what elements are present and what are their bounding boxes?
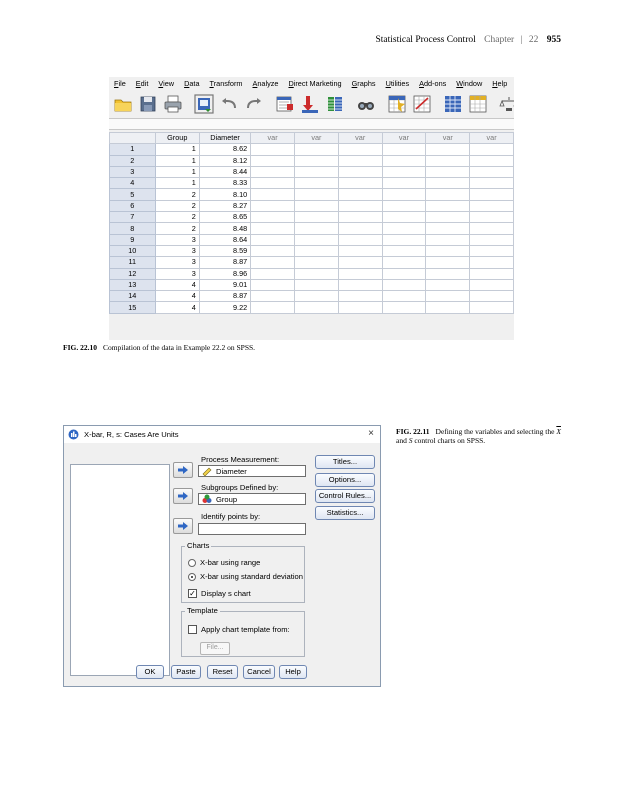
empty-cell[interactable] bbox=[294, 234, 338, 245]
row-number[interactable]: 10 bbox=[110, 245, 156, 256]
empty-cell[interactable] bbox=[382, 302, 426, 313]
empty-cell[interactable] bbox=[294, 200, 338, 211]
row-number[interactable]: 7 bbox=[110, 212, 156, 223]
diameter-cell[interactable]: 8.44 bbox=[199, 166, 250, 177]
empty-cell[interactable] bbox=[426, 189, 470, 200]
row-number[interactable]: 4 bbox=[110, 178, 156, 189]
group-cell[interactable]: 3 bbox=[155, 245, 199, 256]
empty-cell[interactable] bbox=[426, 279, 470, 290]
group-cell[interactable]: 2 bbox=[155, 200, 199, 211]
figure-label: FIG. 22.11 bbox=[396, 427, 430, 436]
table-row bbox=[110, 166, 514, 177]
table-row bbox=[110, 234, 514, 245]
empty-cell[interactable] bbox=[470, 166, 514, 177]
table-row bbox=[110, 144, 514, 155]
data-grid bbox=[109, 132, 514, 314]
row-number[interactable]: 9 bbox=[110, 234, 156, 245]
empty-cell[interactable] bbox=[470, 223, 514, 234]
empty-cell[interactable] bbox=[426, 257, 470, 268]
redo-icon[interactable] bbox=[244, 94, 264, 114]
empty-cell[interactable] bbox=[382, 234, 426, 245]
row-number[interactable]: 3 bbox=[110, 166, 156, 177]
table-row bbox=[110, 189, 514, 200]
row-number[interactable]: 12 bbox=[110, 268, 156, 279]
process-measurement-label: Process Measurement: bbox=[201, 455, 280, 464]
s-symbol: S bbox=[408, 436, 413, 445]
file-button[interactable]: File... bbox=[200, 642, 230, 655]
empty-cell[interactable] bbox=[426, 291, 470, 302]
subgroups-label: Subgroups Defined by: bbox=[201, 483, 279, 492]
diameter-cell[interactable]: 9.22 bbox=[199, 302, 250, 313]
empty-cell[interactable] bbox=[294, 257, 338, 268]
empty-cell[interactable] bbox=[382, 155, 426, 166]
insert-cases-icon[interactable] bbox=[387, 94, 407, 114]
move-to-identify-button[interactable] bbox=[173, 518, 193, 534]
figure-caption-text: Compilation of the data in Example 22.2 on SPSS. bbox=[102, 343, 256, 352]
empty-cell[interactable] bbox=[338, 291, 382, 302]
empty-cell[interactable] bbox=[338, 155, 382, 166]
empty-cell[interactable] bbox=[382, 189, 426, 200]
empty-cell[interactable] bbox=[338, 144, 382, 155]
empty-cell[interactable] bbox=[426, 302, 470, 313]
help-button[interactable]: Help bbox=[279, 665, 307, 679]
close-button[interactable]: × bbox=[368, 428, 374, 439]
goto-variable-icon[interactable] bbox=[300, 94, 320, 114]
table-row bbox=[110, 212, 514, 223]
diameter-cell[interactable]: 8.59 bbox=[199, 245, 250, 256]
empty-cell[interactable] bbox=[382, 144, 426, 155]
empty-cell[interactable] bbox=[470, 291, 514, 302]
process-measurement-value: Diameter bbox=[216, 466, 247, 476]
move-to-subgroups-button[interactable] bbox=[173, 488, 193, 504]
empty-cell[interactable] bbox=[338, 257, 382, 268]
row-number[interactable]: 15 bbox=[110, 302, 156, 313]
column-header-var[interactable]: var bbox=[382, 133, 426, 144]
xbar-std-label: X-bar using standard deviation bbox=[200, 572, 304, 581]
empty-cell[interactable] bbox=[294, 279, 338, 290]
toolbar bbox=[109, 90, 514, 117]
paste-button[interactable]: Paste bbox=[171, 665, 201, 679]
diameter-cell[interactable]: 8.96 bbox=[199, 268, 250, 279]
table-row bbox=[110, 291, 514, 302]
column-header-var[interactable]: var bbox=[251, 133, 295, 144]
empty-cell[interactable] bbox=[251, 212, 295, 223]
empty-cell[interactable] bbox=[470, 268, 514, 279]
diameter-cell[interactable]: 8.10 bbox=[199, 189, 250, 200]
empty-cell[interactable] bbox=[426, 144, 470, 155]
empty-cell[interactable] bbox=[382, 257, 426, 268]
empty-cell[interactable] bbox=[294, 268, 338, 279]
xbar-std-option[interactable] bbox=[188, 572, 303, 581]
empty-cell[interactable] bbox=[470, 144, 514, 155]
group-cell[interactable]: 4 bbox=[155, 302, 199, 313]
menu-edit[interactable]: Edit bbox=[135, 78, 149, 88]
empty-cell[interactable] bbox=[382, 200, 426, 211]
reset-button[interactable]: Reset bbox=[207, 665, 238, 679]
empty-cell[interactable] bbox=[251, 257, 295, 268]
statistics-button[interactable]: Statistics... bbox=[315, 506, 375, 520]
empty-cell[interactable] bbox=[251, 268, 295, 279]
empty-cell[interactable] bbox=[338, 178, 382, 189]
empty-cell[interactable] bbox=[338, 212, 382, 223]
save-icon[interactable] bbox=[138, 94, 158, 114]
empty-cell[interactable] bbox=[251, 189, 295, 200]
row-number[interactable]: 5 bbox=[110, 189, 156, 200]
empty-cell[interactable] bbox=[382, 178, 426, 189]
menu-window[interactable]: Window bbox=[456, 78, 483, 88]
empty-cell[interactable] bbox=[338, 200, 382, 211]
empty-cell[interactable] bbox=[251, 223, 295, 234]
identify-points-field[interactable] bbox=[198, 523, 306, 535]
empty-cell[interactable] bbox=[470, 279, 514, 290]
find-icon[interactable] bbox=[356, 94, 376, 114]
empty-cell[interactable] bbox=[251, 291, 295, 302]
radio-unselected[interactable] bbox=[188, 559, 196, 567]
cancel-button[interactable]: Cancel bbox=[243, 665, 275, 679]
empty-cell[interactable] bbox=[338, 166, 382, 177]
open-folder-icon[interactable] bbox=[113, 94, 133, 114]
scale-ruler-icon bbox=[202, 466, 212, 476]
empty-cell[interactable] bbox=[470, 178, 514, 189]
figure-caption-22-10 bbox=[63, 343, 255, 352]
empty-cell[interactable] bbox=[470, 234, 514, 245]
group-cell[interactable]: 4 bbox=[155, 279, 199, 290]
empty-cell[interactable] bbox=[294, 189, 338, 200]
empty-cell[interactable] bbox=[338, 279, 382, 290]
table-row bbox=[110, 178, 514, 189]
empty-cell[interactable] bbox=[338, 234, 382, 245]
page-header bbox=[375, 35, 561, 45]
menu-file[interactable]: File bbox=[114, 78, 126, 88]
menu-data[interactable]: Data bbox=[184, 78, 200, 88]
empty-cell[interactable] bbox=[251, 155, 295, 166]
group-cell[interactable]: 2 bbox=[155, 212, 199, 223]
group-cell[interactable]: 1 bbox=[155, 144, 199, 155]
column-header-var[interactable]: var bbox=[426, 133, 470, 144]
menu-analyze[interactable]: Analyze bbox=[252, 78, 279, 88]
menu-direct-marketing[interactable]: Direct Marketing bbox=[288, 78, 342, 88]
titles-button[interactable]: Titles... bbox=[315, 455, 375, 469]
goto-case-icon[interactable] bbox=[275, 94, 295, 114]
empty-cell[interactable] bbox=[382, 212, 426, 223]
table-row bbox=[110, 257, 514, 268]
empty-cell[interactable] bbox=[382, 268, 426, 279]
weight-cases-icon[interactable] bbox=[468, 94, 488, 114]
menu-graphs[interactable]: Graphs bbox=[351, 78, 376, 88]
display-s-chart-label: Display s chart bbox=[201, 589, 251, 598]
empty-cell[interactable] bbox=[338, 189, 382, 200]
menu-add-ons[interactable]: Add-ons bbox=[419, 78, 447, 88]
template-group-title: Template bbox=[187, 606, 218, 615]
empty-cell[interactable] bbox=[470, 200, 514, 211]
diameter-cell[interactable]: 8.62 bbox=[199, 144, 250, 155]
row-number[interactable]: 1 bbox=[110, 144, 156, 155]
empty-cell[interactable] bbox=[338, 223, 382, 234]
empty-cell[interactable] bbox=[251, 178, 295, 189]
dialog-title: X-bar, R, s: Cases Are Units bbox=[84, 430, 179, 439]
diameter-cell[interactable]: 8.48 bbox=[199, 223, 250, 234]
empty-cell[interactable] bbox=[294, 178, 338, 189]
diameter-cell[interactable]: 8.65 bbox=[199, 212, 250, 223]
checkbox-unchecked[interactable] bbox=[188, 625, 197, 634]
page-number: 955 bbox=[546, 35, 561, 45]
figure-caption-22-11 bbox=[396, 427, 566, 445]
move-to-process-button[interactable] bbox=[173, 462, 193, 478]
xbar-range-option[interactable] bbox=[188, 558, 260, 567]
group-cell[interactable]: 1 bbox=[155, 178, 199, 189]
column-header-var[interactable]: var bbox=[470, 133, 514, 144]
undo-icon[interactable] bbox=[219, 94, 239, 114]
running-title: Statistical Process Control bbox=[375, 35, 476, 45]
xbar-range-label: X-bar using range bbox=[200, 558, 261, 567]
template-groupbox bbox=[181, 606, 305, 657]
menu-transform[interactable]: Transform bbox=[209, 78, 243, 88]
empty-cell[interactable] bbox=[251, 234, 295, 245]
split-file-icon[interactable] bbox=[443, 94, 463, 114]
arrow-right-icon bbox=[178, 522, 188, 530]
display-s-chart-option[interactable] bbox=[188, 589, 251, 598]
menu-bar bbox=[109, 77, 514, 89]
empty-cell[interactable] bbox=[251, 200, 295, 211]
diameter-cell[interactable]: 8.27 bbox=[199, 200, 250, 211]
checkbox-checked[interactable]: ✓ bbox=[189, 589, 196, 598]
empty-cell[interactable] bbox=[294, 155, 338, 166]
column-header-var[interactable]: var bbox=[338, 133, 382, 144]
x-bar-symbol: $\overline{X}$ bbox=[556, 427, 561, 436]
charts-groupbox bbox=[181, 541, 305, 603]
diameter-cell[interactable]: 8.12 bbox=[199, 155, 250, 166]
group-cell[interactable]: 3 bbox=[155, 234, 199, 245]
empty-cell[interactable] bbox=[294, 302, 338, 313]
empty-cell[interactable] bbox=[294, 212, 338, 223]
diameter-cell[interactable]: 8.64 bbox=[199, 234, 250, 245]
dialog-recall-icon[interactable] bbox=[194, 94, 214, 114]
row-number[interactable]: 8 bbox=[110, 223, 156, 234]
figure-label: FIG. 22.10 bbox=[63, 343, 97, 352]
caption-text-part1: Defining the variables and selecting the bbox=[435, 427, 555, 436]
empty-cell[interactable] bbox=[294, 223, 338, 234]
empty-cell[interactable] bbox=[470, 257, 514, 268]
diameter-cell[interactable]: 9.01 bbox=[199, 279, 250, 290]
row-number[interactable]: 11 bbox=[110, 257, 156, 268]
menu-utilities[interactable]: Utilities bbox=[385, 78, 410, 88]
group-cell[interactable]: 2 bbox=[155, 189, 199, 200]
apply-template-label: Apply chart template from: bbox=[201, 625, 290, 634]
empty-cell[interactable] bbox=[251, 245, 295, 256]
table-row bbox=[110, 155, 514, 166]
charts-group-title: Charts bbox=[187, 541, 210, 550]
empty-cell[interactable] bbox=[426, 268, 470, 279]
options-button[interactable]: Options... bbox=[315, 473, 375, 487]
subgroups-value: Group bbox=[216, 494, 238, 504]
table-row bbox=[110, 279, 514, 290]
empty-cell[interactable] bbox=[426, 155, 470, 166]
empty-cell[interactable] bbox=[470, 245, 514, 256]
caption-text-part3: control charts on SPSS. bbox=[414, 436, 486, 445]
subgroups-field[interactable] bbox=[198, 493, 306, 505]
grid-body bbox=[110, 144, 514, 313]
diameter-cell[interactable]: 8.33 bbox=[199, 178, 250, 189]
empty-cell[interactable] bbox=[470, 189, 514, 200]
row-number[interactable]: 6 bbox=[110, 200, 156, 211]
empty-cell[interactable] bbox=[251, 302, 295, 313]
empty-cell[interactable] bbox=[382, 223, 426, 234]
empty-cell[interactable] bbox=[426, 234, 470, 245]
column-header-var[interactable]: var bbox=[294, 133, 338, 144]
xbar-dialog bbox=[63, 425, 381, 687]
control-rules-button[interactable]: Control Rules... bbox=[315, 489, 375, 503]
menu-help[interactable]: Help bbox=[492, 78, 508, 88]
group-cell[interactable]: 3 bbox=[155, 257, 199, 268]
caption-text-part2: and bbox=[396, 436, 407, 445]
empty-cell[interactable] bbox=[426, 200, 470, 211]
ok-button[interactable]: OK bbox=[136, 665, 164, 679]
diameter-cell[interactable]: 8.87 bbox=[199, 257, 250, 268]
table-row bbox=[110, 268, 514, 279]
empty-cell[interactable] bbox=[382, 245, 426, 256]
empty-cell[interactable] bbox=[338, 245, 382, 256]
column-header-group[interactable]: Group bbox=[155, 133, 199, 144]
value-labels-icon[interactable] bbox=[499, 94, 514, 114]
arrow-right-icon bbox=[178, 466, 188, 474]
row-number[interactable]: 13 bbox=[110, 279, 156, 290]
group-cell[interactable]: 1 bbox=[155, 166, 199, 177]
radio-selected[interactable] bbox=[188, 573, 196, 581]
diameter-cell[interactable]: 8.87 bbox=[199, 291, 250, 302]
empty-cell[interactable] bbox=[426, 166, 470, 177]
print-icon[interactable] bbox=[163, 94, 183, 114]
empty-cell[interactable] bbox=[426, 223, 470, 234]
empty-cell[interactable] bbox=[382, 279, 426, 290]
arrow-right-icon bbox=[178, 492, 188, 500]
group-cell[interactable]: 1 bbox=[155, 155, 199, 166]
empty-cell[interactable] bbox=[382, 166, 426, 177]
variables-icon[interactable] bbox=[325, 94, 345, 114]
empty-cell[interactable] bbox=[294, 144, 338, 155]
process-measurement-field[interactable] bbox=[198, 465, 306, 477]
chapter-label: Chapter bbox=[484, 35, 515, 45]
empty-cell[interactable] bbox=[470, 212, 514, 223]
empty-cell[interactable] bbox=[426, 212, 470, 223]
group-cell[interactable]: 4 bbox=[155, 291, 199, 302]
column-header-diameter[interactable]: Diameter bbox=[199, 133, 250, 144]
empty-cell[interactable] bbox=[251, 144, 295, 155]
table-row bbox=[110, 200, 514, 211]
apply-template-option[interactable] bbox=[188, 625, 290, 634]
empty-cell[interactable] bbox=[251, 166, 295, 177]
table-row bbox=[110, 223, 514, 234]
spss-data-editor bbox=[109, 77, 514, 340]
empty-cell[interactable] bbox=[338, 302, 382, 313]
empty-cell[interactable] bbox=[382, 291, 426, 302]
empty-cell[interactable] bbox=[338, 268, 382, 279]
nominal-variable-icon bbox=[202, 494, 212, 504]
insert-variable-icon[interactable] bbox=[412, 94, 432, 114]
identify-points-label: Identify points by: bbox=[201, 512, 261, 521]
cell-editor-bar[interactable] bbox=[109, 118, 514, 130]
empty-cell[interactable] bbox=[251, 279, 295, 290]
group-cell[interactable]: 2 bbox=[155, 223, 199, 234]
table-row bbox=[110, 302, 514, 313]
empty-cell[interactable] bbox=[294, 291, 338, 302]
chapter-number: 22 bbox=[528, 35, 539, 45]
group-cell[interactable]: 3 bbox=[155, 268, 199, 279]
row-number[interactable]: 14 bbox=[110, 291, 156, 302]
row-number[interactable]: 2 bbox=[110, 155, 156, 166]
empty-cell[interactable] bbox=[426, 178, 470, 189]
empty-cell[interactable] bbox=[294, 245, 338, 256]
variable-list[interactable] bbox=[70, 464, 170, 676]
empty-cell[interactable] bbox=[426, 245, 470, 256]
dialog-titlebar bbox=[64, 426, 380, 443]
empty-cell[interactable] bbox=[294, 166, 338, 177]
empty-cell[interactable] bbox=[470, 302, 514, 313]
spss-chart-icon bbox=[68, 429, 79, 440]
menu-view[interactable]: View bbox=[158, 78, 175, 88]
empty-cell[interactable] bbox=[470, 155, 514, 166]
table-row bbox=[110, 245, 514, 256]
header-separator: | bbox=[520, 35, 523, 45]
grid-corner bbox=[110, 133, 156, 144]
